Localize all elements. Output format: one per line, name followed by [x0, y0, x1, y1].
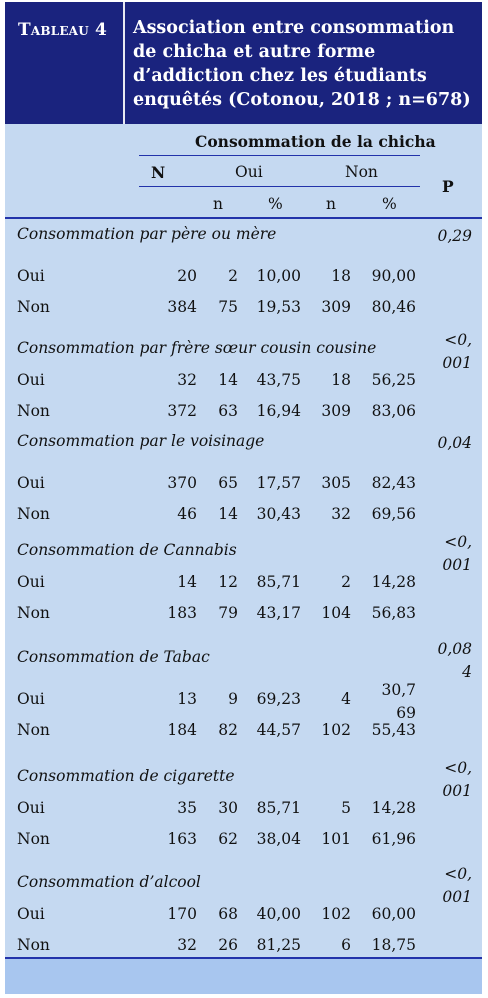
cell-non-pct: 56,25 [371, 371, 416, 389]
cell-non-pct: 69,56 [371, 505, 416, 523]
cell-non-n: 18 [331, 371, 351, 389]
group-rule [139, 155, 420, 156]
section-title: Consommation par père ou mère [17, 225, 277, 243]
header-bottom-rule [5, 217, 482, 219]
table-number: Tableau 4 [18, 20, 108, 40]
section-p-value: 0,29 [437, 227, 472, 245]
section-p-value: <0,001 [442, 533, 472, 574]
row-label: Non [17, 721, 50, 739]
row-label: Oui [17, 690, 45, 708]
cell-oui-pct: 40,00 [256, 905, 301, 923]
cell-n: 32 [177, 371, 197, 389]
cell-non-n: 101 [321, 830, 351, 848]
cell-n: 35 [177, 799, 197, 817]
cell-non-n: 104 [321, 604, 351, 622]
cell-non-pct: 61,96 [371, 830, 416, 848]
cell-n: 46 [177, 505, 197, 523]
cell-oui-pct: 43,75 [256, 371, 301, 389]
section-p-value: <0,001 [442, 331, 472, 372]
cell-oui-n: 2 [228, 267, 238, 285]
cell-non-n: 102 [321, 721, 351, 739]
section-p-value: 0,084 [437, 640, 472, 681]
cell-non-n: 4 [341, 690, 351, 708]
col-non-n-header: n [326, 195, 336, 213]
row-label: Non [17, 505, 50, 523]
cell-non-n: 6 [341, 936, 351, 954]
group-title: Consommation de la chicha [195, 132, 436, 151]
section-p-value: <0,001 [442, 865, 472, 906]
section-p-value: <0,001 [442, 759, 472, 800]
section-title: Consommation de cigarette [17, 767, 235, 785]
col-oui-n-header: n [213, 195, 223, 213]
header-divider [123, 2, 125, 124]
section-title: Consommation de Tabac [17, 648, 210, 666]
cell-non-n: 5 [341, 799, 351, 817]
col-n-header: N [151, 163, 166, 182]
cell-oui-n: 14 [218, 505, 238, 523]
cell-non-n: 2 [341, 573, 351, 591]
row-label: Oui [17, 474, 45, 492]
row-label: Non [17, 936, 50, 954]
cell-non-pct: 80,46 [371, 298, 416, 316]
cell-non-pct: 82,43 [371, 474, 416, 492]
cell-n: 32 [177, 936, 197, 954]
cell-oui-n: 9 [228, 690, 238, 708]
cell-oui-n: 14 [218, 371, 238, 389]
cell-non-pct: 90,00 [371, 267, 416, 285]
cell-oui-pct: 17,57 [256, 474, 301, 492]
row-label: Non [17, 604, 50, 622]
row-label: Oui [17, 267, 45, 285]
cell-oui-n: 65 [218, 474, 238, 492]
col-oui-pct-header: % [268, 195, 283, 213]
cell-non-pct: 56,83 [371, 604, 416, 622]
section-title: Consommation d’alcool [17, 873, 201, 891]
cell-non-pct: 55,43 [371, 721, 416, 739]
cell-n: 14 [177, 573, 197, 591]
cell-non-pct: 83,06 [371, 402, 416, 420]
section-title: Consommation par frère sœur cousin cousine [17, 339, 377, 357]
col-oui-header: Oui [235, 163, 263, 181]
cell-oui-n: 62 [218, 830, 238, 848]
row-label: Non [17, 402, 50, 420]
cell-n: 370 [167, 474, 197, 492]
cell-oui-pct: 81,25 [256, 936, 301, 954]
cell-non-n: 309 [321, 298, 351, 316]
cell-n: 183 [167, 604, 197, 622]
cell-non-n: 32 [331, 505, 351, 523]
row-label: Oui [17, 371, 45, 389]
cell-n: 184 [167, 721, 197, 739]
subheader-rule [139, 186, 420, 187]
cell-non-pct: 18,75 [371, 936, 416, 954]
cell-oui-pct: 44,57 [256, 721, 301, 739]
cell-oui-n: 12 [218, 573, 238, 591]
cell-oui-pct: 69,23 [256, 690, 301, 708]
cell-oui-n: 68 [218, 905, 238, 923]
cell-oui-n: 79 [218, 604, 238, 622]
row-label: Oui [17, 573, 45, 591]
cell-non-pct: 30,769 [381, 681, 416, 722]
cell-oui-n: 63 [218, 402, 238, 420]
col-non-pct-header: % [382, 195, 397, 213]
row-label: Non [17, 298, 50, 316]
cell-oui-pct: 38,04 [256, 830, 301, 848]
cell-oui-pct: 43,17 [256, 604, 301, 622]
cell-n: 20 [177, 267, 197, 285]
cell-oui-pct: 16,94 [256, 402, 301, 420]
table-panel [5, 2, 482, 994]
row-label: Non [17, 830, 50, 848]
cell-oui-pct: 85,71 [256, 799, 301, 817]
section-title: Consommation par le voisinage [17, 432, 265, 450]
col-p-header: P [442, 177, 454, 196]
col-non-header: Non [345, 163, 378, 181]
cell-non-n: 102 [321, 905, 351, 923]
cell-oui-pct: 85,71 [256, 573, 301, 591]
table-footer [5, 959, 482, 994]
cell-non-pct: 14,28 [371, 799, 416, 817]
cell-oui-n: 26 [218, 936, 238, 954]
cell-non-n: 309 [321, 402, 351, 420]
cell-non-pct: 60,00 [371, 905, 416, 923]
cell-n: 372 [167, 402, 197, 420]
cell-n: 163 [167, 830, 197, 848]
cell-oui-pct: 10,00 [256, 267, 301, 285]
cell-n: 13 [177, 690, 197, 708]
cell-oui-pct: 30,43 [256, 505, 301, 523]
cell-non-n: 18 [331, 267, 351, 285]
cell-oui-n: 82 [218, 721, 238, 739]
section-title: Consommation de Cannabis [17, 541, 237, 559]
cell-n: 384 [167, 298, 197, 316]
row-label: Oui [17, 905, 45, 923]
cell-n: 170 [167, 905, 197, 923]
section-p-value: 0,04 [437, 434, 472, 452]
cell-oui-n: 30 [218, 799, 238, 817]
table-title: Association entre consommation de chicha et autre forme d’addiction chez les étudiants enquêtés (Cotonou, 2018 ; n=678) [133, 18, 471, 110]
cell-oui-pct: 19,53 [256, 298, 301, 316]
cell-non-pct: 14,28 [371, 573, 416, 591]
cell-oui-n: 75 [218, 298, 238, 316]
row-label: Oui [17, 799, 45, 817]
table-header [5, 2, 482, 124]
cell-non-n: 305 [321, 474, 351, 492]
